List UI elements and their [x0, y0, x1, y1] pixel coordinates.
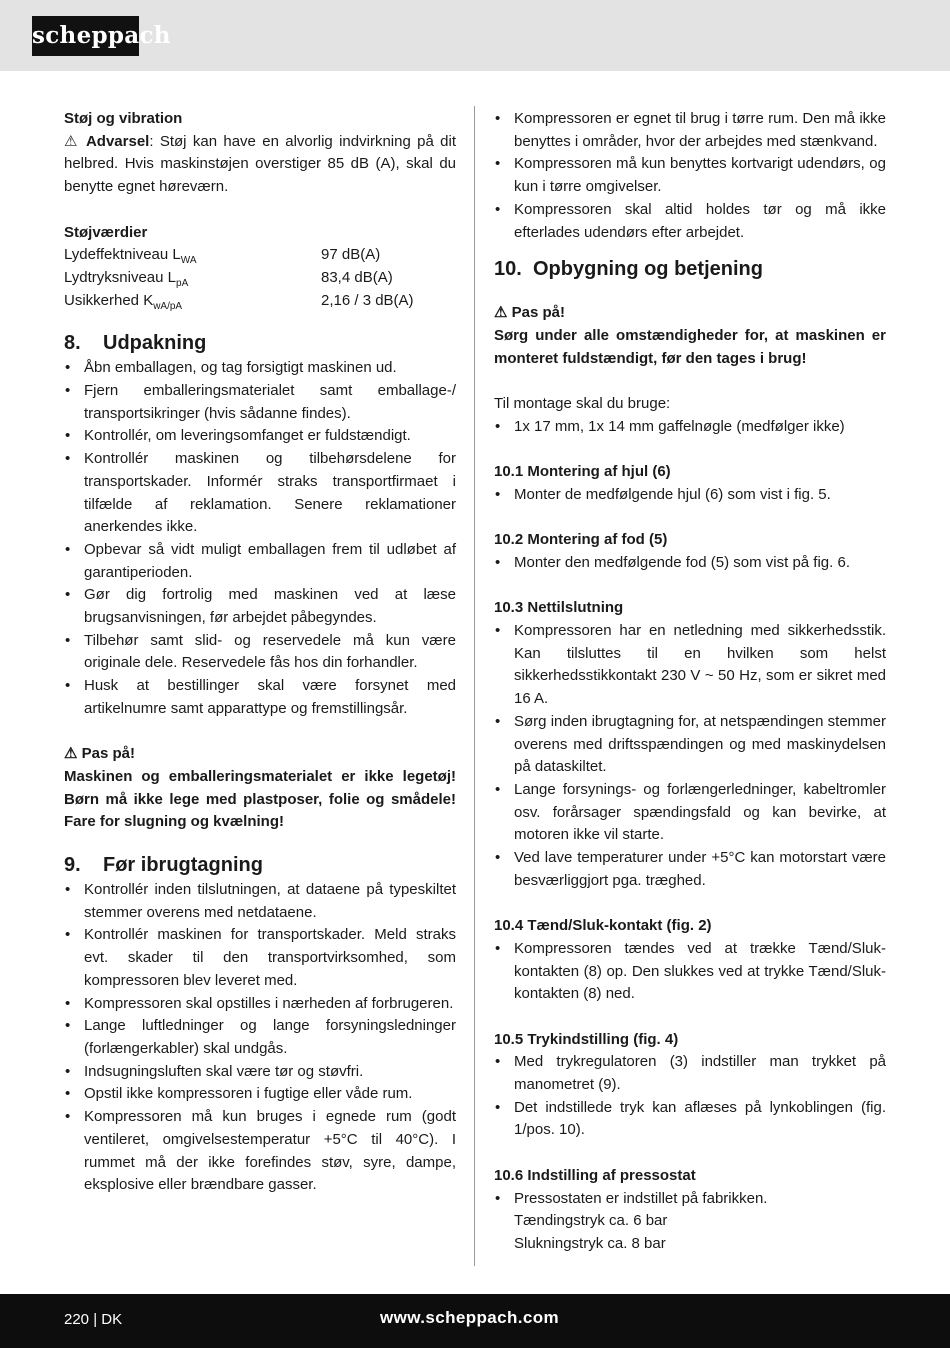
list-item: • Monter den medfølgende fod (5) som vist på fig. 6.: [494, 552, 886, 575]
subsection-heading: 10.6 Indstilling af pressostat: [494, 1166, 696, 1184]
list-item: • Kontrollér inden tilslutningen, at dataene på typeskiltet stemmer overens med netdataene.: [64, 879, 456, 924]
list-item: • Pressostaten er indstillet på fabrikken.: [494, 1188, 886, 1211]
noise-warning: [64, 131, 456, 199]
list-item: • Fjern emballeringsmaterialet samt emballage-/ transportsikringer (hvis sådanne findes).: [64, 380, 456, 425]
unpack-list: [64, 357, 456, 720]
section-9-heading: 9. Før ibrugtagning: [64, 854, 263, 877]
noise-row-sub: pA: [176, 277, 189, 289]
list-item: • Gør dig fortrolig med maskinen ved at læse brugsanvisningen, før arbejdet påbegyndes.: [64, 584, 456, 629]
switch-list: [494, 938, 886, 1006]
caution-heading: ⚠ Pas på!: [494, 304, 565, 322]
list-item: • Kompressoren må kun benyttes kortvarigt udendørs, og kun i tørre omgivelser.: [494, 153, 886, 198]
list-item: • Kompressoren skal altid holdes tør og må ikke efterlades udendørs efter arbejdet.: [494, 199, 886, 244]
list-item: • Kontrollér, om leveringsomfanget er fuldstændigt.: [64, 425, 456, 448]
list-item: • Det indstillede tryk kan aflæses på lynkoblingen (fig. 1/pos. 10).: [494, 1097, 886, 1142]
list-item: • Indsugningsluften skal være tør og støvfri.: [64, 1061, 456, 1084]
warning-icon: ⚠: [494, 304, 508, 322]
subsection-heading: 10.2 Montering af fod (5): [494, 531, 668, 549]
warning-label: Advarsel: [85, 132, 150, 150]
list-item: • Kompressoren skal opstilles i nærheden af forbrugeren.: [64, 993, 456, 1016]
list-item: • Opstil ikke kompressoren i fugtige eller våde rum.: [64, 1083, 456, 1106]
caution-text: Sørg under alle omstændigheder for, at maskinen er monteret fuldstændigt, før den tages i brug!: [494, 326, 886, 367]
noise-values-heading: Støjværdier: [64, 223, 148, 241]
list-item: • Kompressoren må kun bruges i egnede rum (godt ventileret, omgivelsestemperatur +5°C til 40°C). I rummet må der ikke forefindes støv, syre, dampe, eksplosive eller brændbare gasser.: [64, 1106, 456, 1197]
page-header: [0, 0, 950, 71]
noise-row-value: 83,4 dB(A): [321, 268, 393, 286]
list-item: Tændingstryk ca. 6 bar: [514, 1212, 668, 1230]
list-item: • Tilbehør samt slid- og reservedele må kun være originale dele. Reservedele fås hos din forhandler.: [64, 630, 456, 675]
list-item: • Monter de medfølgende hjul (6) som vist i fig. 5.: [494, 484, 886, 507]
left-column: [64, 108, 456, 1197]
list-item: • Lange forsynings- og forlængerledninger, kabeltromler osv. forårsager spændingsfald og kan bevirke, at motoren ikke vil starte.: [494, 779, 886, 847]
noise-heading: Støj og vibration: [64, 110, 183, 127]
list-item: • Kompressoren er egnet til brug i tørre rum. Den må ikke benyttes i områder, hvor der arbejdes med stænkvand.: [494, 108, 886, 153]
wheel-list: [494, 484, 886, 507]
subsection-heading: 10.5 Trykindstilling (fig. 4): [494, 1030, 679, 1048]
section-8-heading: 8. Udpakning: [64, 332, 207, 355]
noise-row-label: Lydeffektniveau L: [64, 246, 181, 264]
right-column: [494, 108, 886, 1256]
caution-text: Maskinen og emballeringsmaterialet er ikke legetøj! Børn må ikke lege med plastposer, folie og smådele! Fare for slugning og kvælning!: [64, 767, 456, 831]
column-divider: [474, 106, 475, 1266]
before-use-list: [64, 879, 456, 1197]
pressostat-list: [494, 1188, 886, 1256]
list-item: • Med trykregulatoren (3) indstiller man trykket på manometret (9).: [494, 1051, 886, 1096]
list-item: • Husk at bestillinger skal være forsynet med artikelnumre samt apparattype og fremstillingsår.: [64, 675, 456, 720]
list-item: • Kompressoren har en netledning med sikkerhedsstik. Kan tilsluttes til en hvilken som helst sikkerhedsstikkontakt 230 V ~ 50 Hz, som er sikret med 16 A.: [494, 620, 886, 711]
scheppach-logo: scheppach: [32, 16, 139, 56]
warning-icon: ⚠: [64, 132, 80, 150]
list-item: • Ved lave temperaturer under +5°C kan motorstart være besværliggjort pga. træghed.: [494, 847, 886, 892]
list-item: • Åbn emballagen, og tag forsigtigt maskinen ud.: [64, 357, 456, 380]
noise-row-value: 97 dB(A): [321, 246, 381, 264]
subsection-heading: 10.1 Montering af hjul (6): [494, 463, 671, 481]
list-item: Slukningstryk ca. 8 bar: [514, 1234, 666, 1252]
pressure-list: [494, 1051, 886, 1142]
noise-row-value: 2,16 / 3 dB(A): [321, 291, 414, 309]
tools-list: [494, 416, 886, 439]
noise-row: [64, 244, 456, 267]
section-10-heading: 10. Opbygning og betjening: [494, 258, 763, 281]
noise-row: [64, 267, 456, 290]
subsection-heading: 10.3 Nettilslutning: [494, 599, 624, 617]
noise-row-sub: wA/pA: [153, 300, 183, 312]
noise-row: [64, 290, 456, 313]
list-item: • Opbevar så vidt muligt emballagen frem til udløbet af garantiperioden.: [64, 539, 456, 584]
list-item: • Lange luftledninger og lange forsyningsledninger (forlængerkabler) skal undgås.: [64, 1015, 456, 1060]
noise-row-label: Lydtryksniveau L: [64, 268, 177, 286]
list-item: • Sørg inden ibrugtagning for, at netspændingen stemmer overens med driftsspændingen og med maskinydelsen på dataskiltet.: [494, 711, 886, 779]
list-item: • Kontrollér maskinen og tilbehørsdelene for transportskader. Informér straks transportfirmaet i tilfælde af reklamation. Senere reklamationer anerkendes ikke.: [64, 448, 456, 539]
noise-row-sub: WA: [180, 255, 197, 267]
warning-icon: ⚠: [64, 745, 78, 763]
foot-list: [494, 552, 886, 575]
caution-heading: ⚠ Pas på!: [64, 745, 135, 763]
warning-text: : Støj kan have en alvorlig indvirkning på dit helbred. Hvis maskinstøjen overstiger 85 dB (A), skal du benytte egnet høreværn.: [64, 132, 457, 196]
mains-list: [494, 620, 886, 892]
usage-list: [494, 108, 886, 244]
page-number: 220 | DK: [64, 1311, 123, 1328]
list-item: • Kontrollér maskinen for transportskader. Meld straks evt. skader til den transportvirksomhed, som kompressoren blev leveret med.: [64, 924, 456, 992]
subsection-heading: 10.4 Tænd/Sluk-kontakt (fig. 2): [494, 917, 712, 935]
page-footer: [0, 1294, 950, 1348]
tools-intro: Til montage skal du bruge:: [494, 395, 671, 413]
list-item: • Kompressoren tændes ved at trække Tænd/Sluk-kontakten (8) op. Den slukkes ved at trykke Tænd/Sluk-kontakten (8) ned.: [494, 938, 886, 1006]
website-url: www.scheppach.com: [380, 1308, 560, 1327]
noise-row-label: Usikkerhed K: [64, 291, 154, 309]
list-item: • 1x 17 mm, 1x 14 mm gaffelnøgle (medfølger ikke): [494, 416, 886, 439]
